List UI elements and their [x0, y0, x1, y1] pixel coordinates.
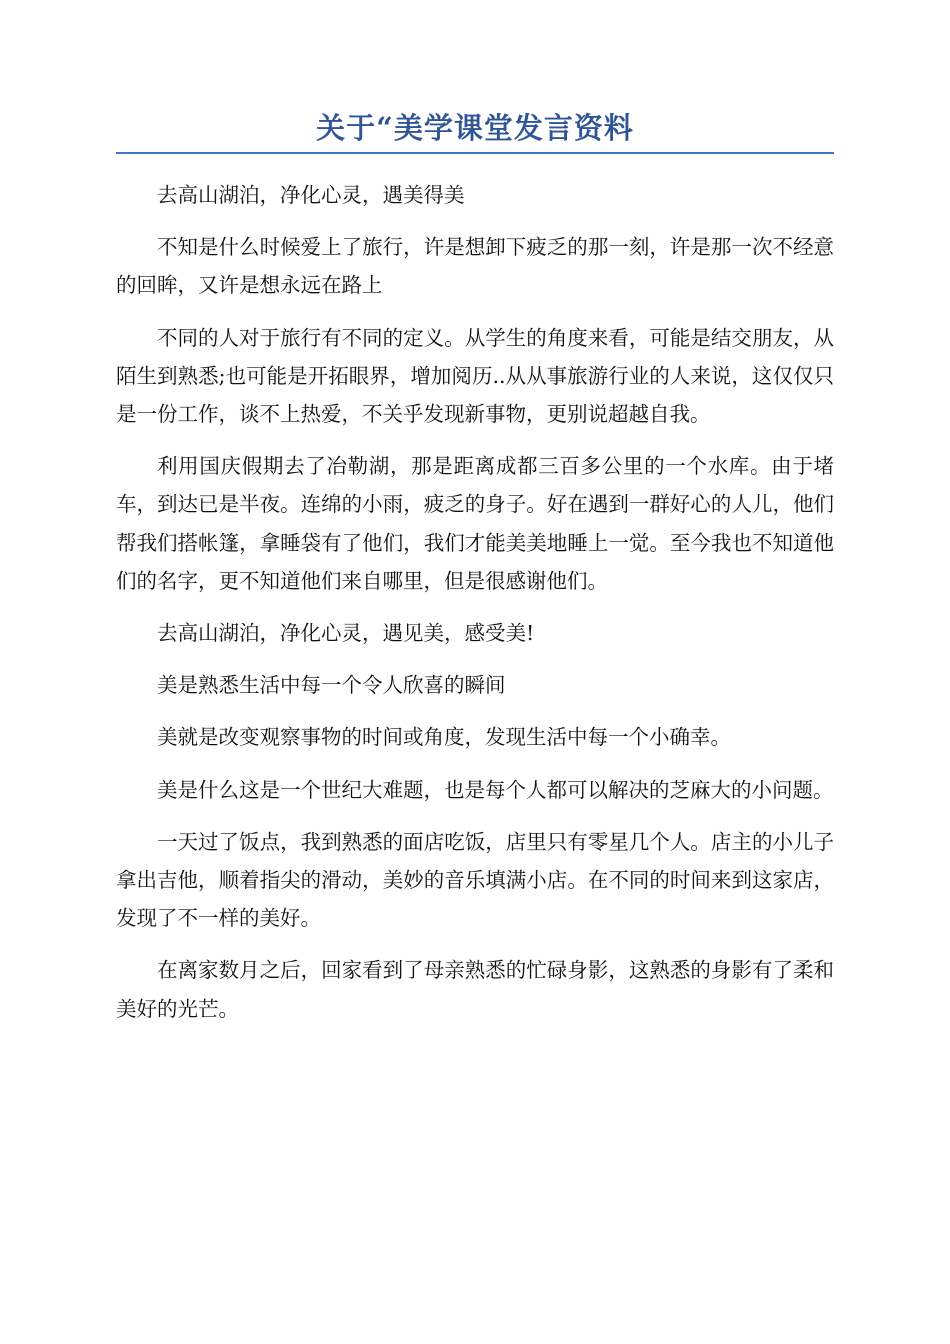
paragraph-2: 不知是什么时候爱上了旅行，许是想卸下疲乏的那一刻，许是那一次不经意的回眸，又许是想永远在路上: [116, 235, 834, 298]
paragraph-1: 去高山湖泊，净化心灵，遇美得美: [157, 183, 465, 207]
paragraph-7: 美就是改变观察事物的时间或角度，发现生活中每一个小确幸。: [157, 725, 731, 750]
paragraph-9: 一天过了饭点，我到熟悉的面店吃饭，店里只有零星几个人。店主的小儿子拿出吉他，顺着指尖的滑动，美妙的音乐填满小店。在不同的时间来到这家店，发现了不一样的美好。: [116, 829, 834, 931]
document-title: 关于“美学课堂发言资料: [316, 111, 634, 145]
paragraph-3: 不同的人对于旅行有不同的定义。从学生的角度来看，可能是结交朋友，从陌生到熟悉;也可能是开拓眼界，增加阅历..从从事旅游行业的人来说，这仅仅只是一份工作，谈不上热爱，不关乎发现新事物，更别说超越自我。: [116, 325, 834, 427]
paragraph-5: 去高山湖泊，净化心灵，遇见美，感受美!: [157, 621, 535, 646]
paragraph-10: 在离家数月之后，回家看到了母亲熟悉的忙碌身影，这熟悉的身影有了柔和美好的光芒。: [116, 958, 834, 1021]
title-underline: [116, 152, 834, 154]
paragraph-6: 美是熟悉生活中每一个令人欣喜的瞬间: [157, 673, 506, 698]
document-page: [116, 108, 834, 1042]
paragraph-4: 利用国庆假期去了冶勒湖，那是距离成都三百多公里的一个水库。由于堵车，到达已是半夜。连绵的小雨，疲乏的身子。好在遇到一群好心的人儿，他们帮我们搭帐篷，拿睡袋有了他们，我们才能美美地睡上一觉。至今我也不知道他们的名字，更不知道他们来自哪里，但是很感谢他们。: [116, 454, 834, 593]
paragraph-8: 美是什么这是一个世纪大难题，也是每个人都可以解决的芝麻大的小问题。: [157, 777, 834, 802]
